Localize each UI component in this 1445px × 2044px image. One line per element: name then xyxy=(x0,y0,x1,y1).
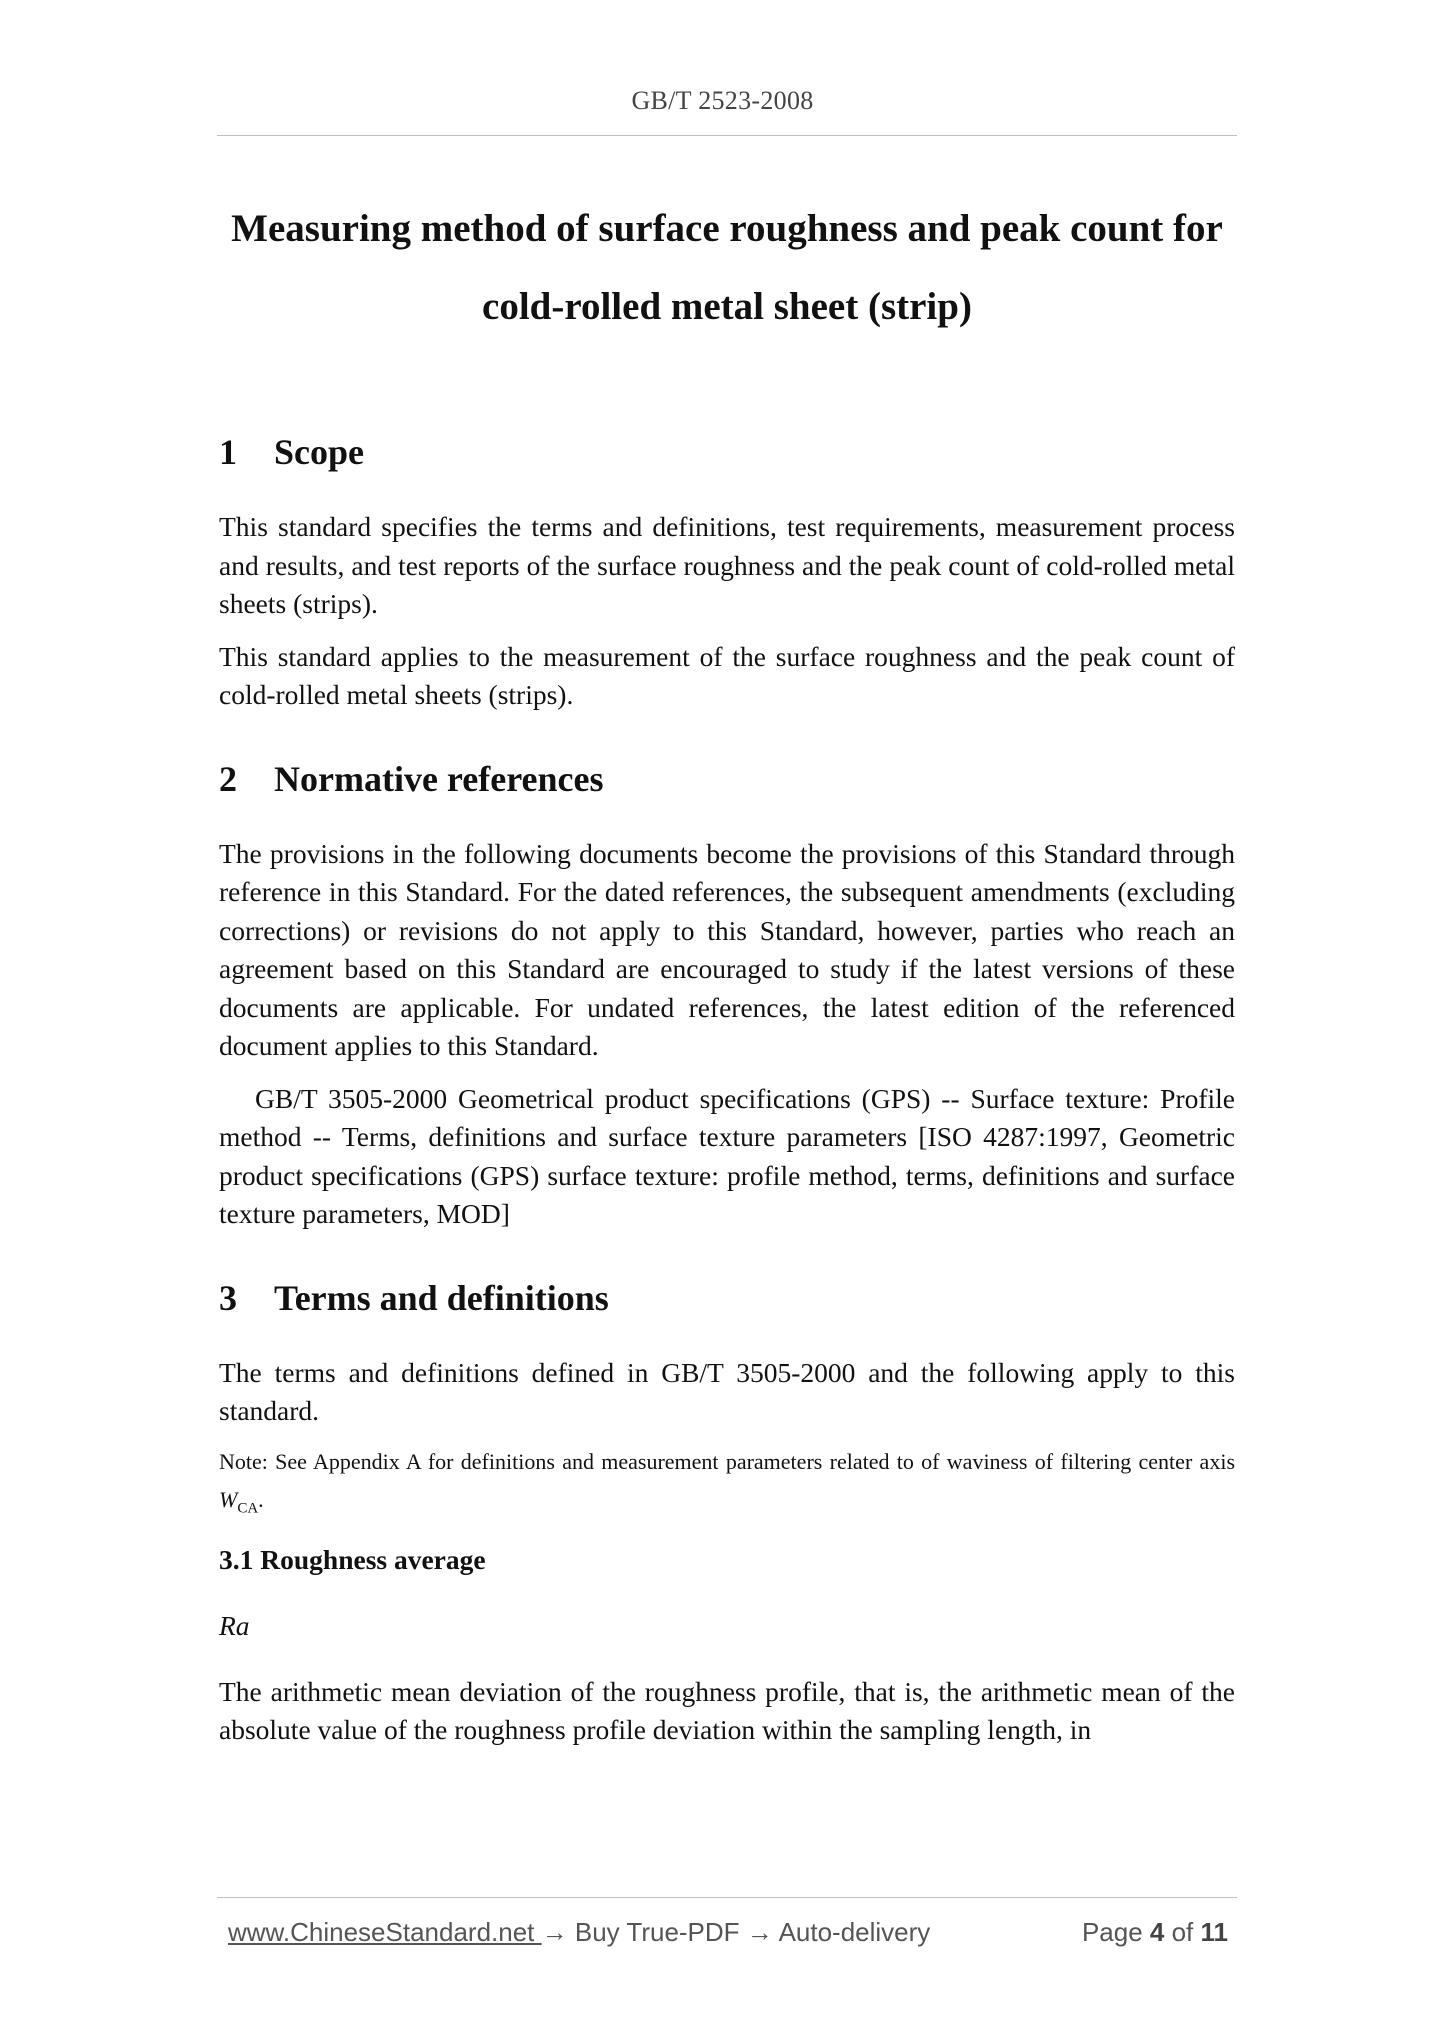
total-pages: 11 xyxy=(1200,1917,1228,1947)
term-symbol: Ra xyxy=(219,1609,250,1641)
footer-divider xyxy=(217,1897,1237,1898)
page-indicator xyxy=(1082,1917,1228,1948)
header-doc-id: GB/T 2523-2008 xyxy=(631,86,814,115)
section-title: Terms and definitions xyxy=(274,1277,609,1318)
section-heading-terms-definitions xyxy=(219,1274,1235,1322)
note xyxy=(219,1443,1235,1527)
page-label: Page xyxy=(1081,1917,1150,1947)
note-end: . xyxy=(258,1486,264,1512)
paragraph: The terms and definitions defined in GB/T 3505-2000 and the following apply to this standard. xyxy=(219,1356,1235,1426)
arrow-right-icon: → xyxy=(541,1917,568,1947)
note-symbol: W xyxy=(219,1486,238,1512)
section-number: 3 xyxy=(219,1277,237,1318)
note-subscript: CA xyxy=(237,1499,259,1516)
of-label: of xyxy=(1164,1917,1201,1947)
section-heading-scope xyxy=(219,428,1235,476)
paragraph: The arithmetic mean deviation of the roughness profile, that is, the arithmetic mean of the absolute value of the roughness profile deviation within the sampling length, in xyxy=(219,1675,1235,1746)
paragraph: This standard applies to the measurement of the surface roughness and the peak count of cold-rolled metal sheets (strips). xyxy=(219,640,1235,710)
header-divider xyxy=(217,135,1237,136)
paragraph: This standard specifies the terms and definitions, test requirements, measurement process and results, and test reports of the surface roughness and the peak count of cold-rolled metal sheets (strips). xyxy=(219,511,1235,619)
arrow-right-icon: → xyxy=(746,1917,773,1947)
subsection-heading: 3.1 Roughness average xyxy=(219,1543,486,1575)
paragraph: The provisions in the following documents become the provisions of this Standard through reference in this Standard. For the dated references, the subsequent amendments (excluding corrections) or revisions do not apply to this Standard, however, parties who reach an agreement based on this Standard are encouraged to study if the latest versions of these documents are applicable. For undated references, the latest edition of the referenced document applies to this Standard. xyxy=(219,837,1235,1061)
section-heading-normative-references xyxy=(219,755,1235,803)
section-title: Normative references xyxy=(274,758,604,799)
buy-text: Buy True-PDF xyxy=(567,1917,747,1947)
footer xyxy=(228,1917,1228,1948)
site-link[interactable]: www.ChineseStandard.net xyxy=(228,1917,542,1947)
delivery-text: Auto-delivery xyxy=(772,1917,931,1947)
section-number: 1 xyxy=(219,432,237,472)
section-number: 2 xyxy=(219,758,237,799)
current-page: 4 xyxy=(1149,1917,1165,1947)
title-line-2: cold-rolled metal sheet (strip) xyxy=(482,285,972,328)
section-title: Scope xyxy=(274,432,364,472)
document-title xyxy=(217,190,1237,346)
reference-entry: GB/T 3505-2000 Geometrical product specifications (GPS) -- Surface texture: Profile method -- Terms, definitions and surface texture parameters [ISO 4287:1997, Geometric product specifications (GPS) surface texture: profile method, terms, definitions and surface texture parameters, MOD] xyxy=(219,1082,1235,1229)
document-body xyxy=(219,420,1235,1750)
title-line-1: Measuring method of surface roughness and peak count for xyxy=(231,207,1223,250)
note-text: Note: See Appendix A for definitions and measurement parameters related to of waviness of filtering center axis xyxy=(219,1448,1235,1474)
